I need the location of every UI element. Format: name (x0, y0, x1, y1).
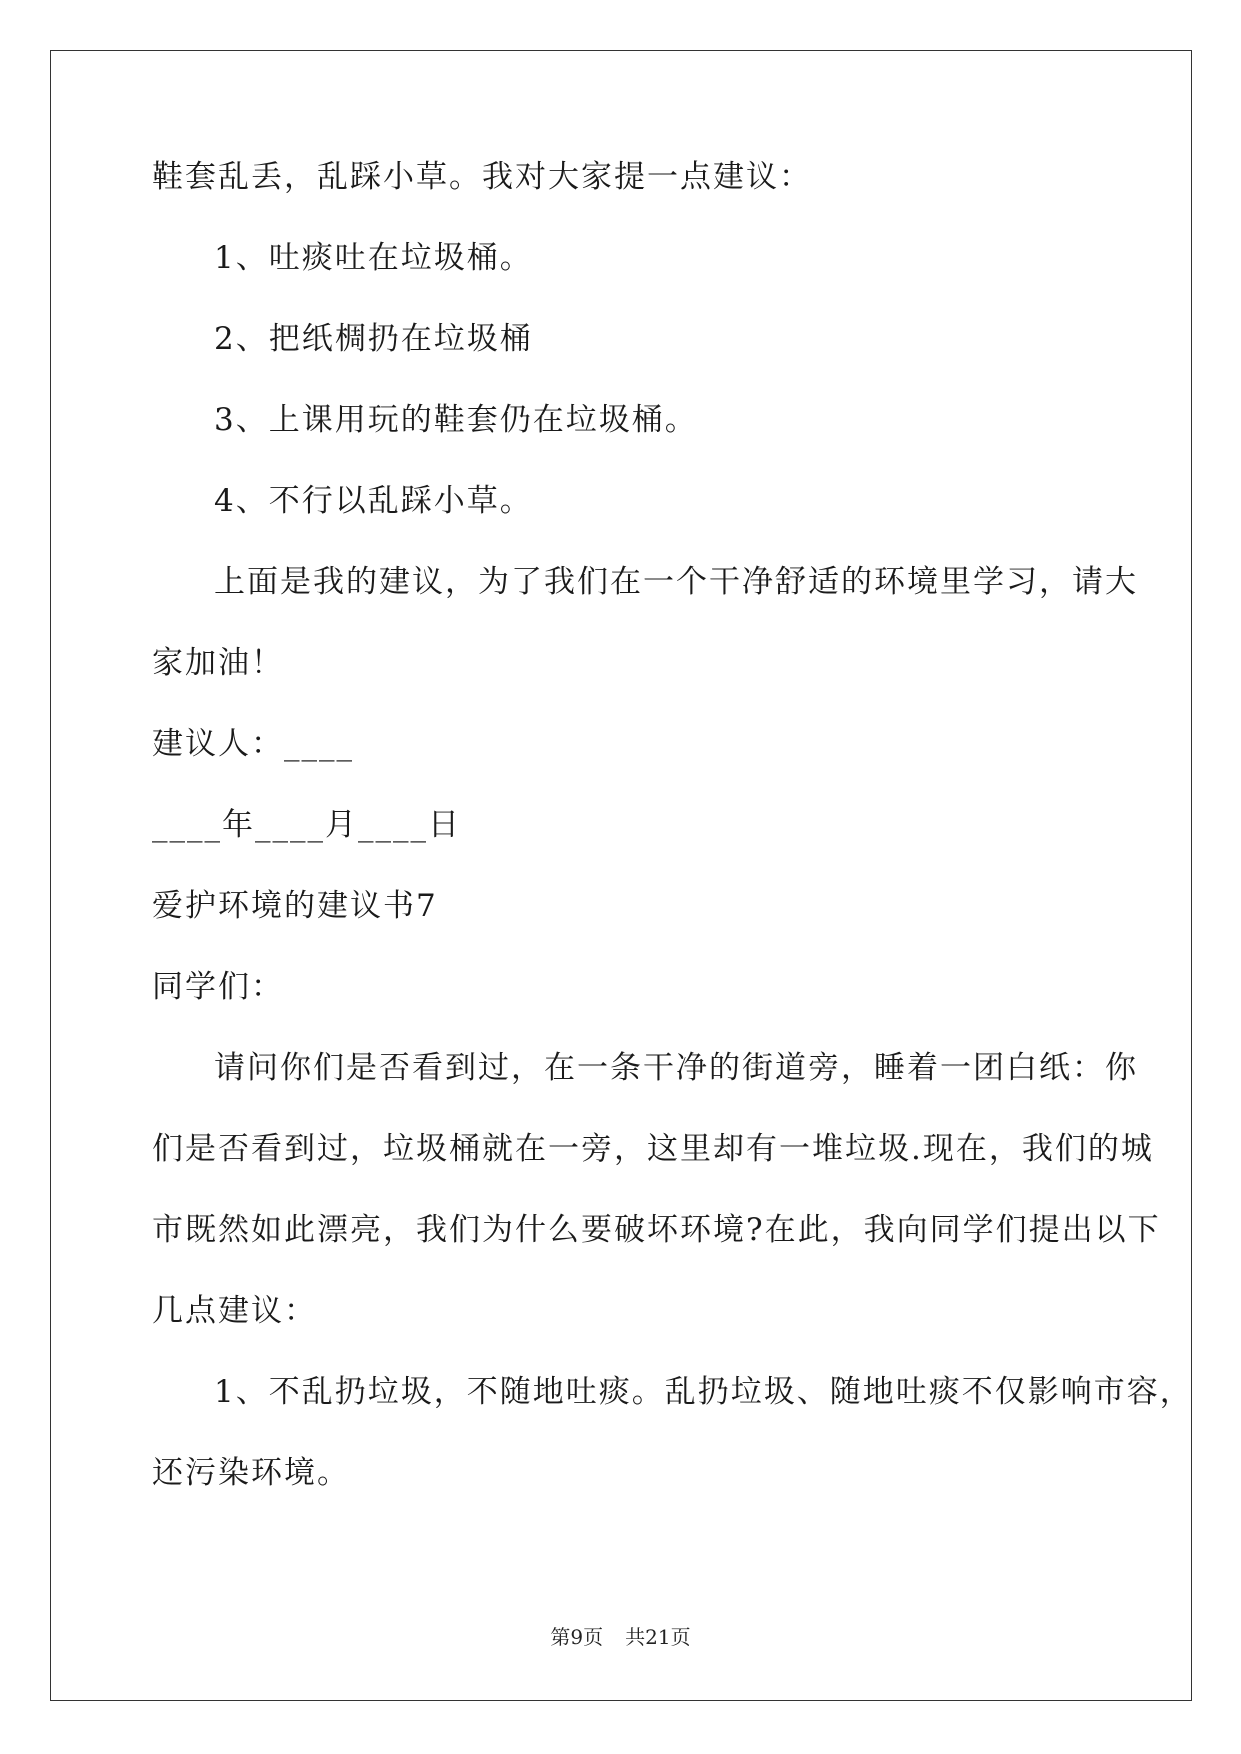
list-item: 2、把纸椆扔在垃圾桶 (214, 321, 533, 357)
text-line: 上面是我的建议，为了我们在一个干净舒适的环境里学习，请大 (214, 564, 1138, 600)
text-line: 还污染环境。 (152, 1455, 350, 1491)
section-title: 爱护环境的建议书7 (152, 888, 438, 924)
page-footer (0, 1624, 1241, 1650)
salutation: 同学们： (152, 969, 284, 1005)
list-item: 4、不行以乱踩小草。 (214, 483, 533, 519)
text-line: 家加油！ (152, 645, 284, 681)
list-item: 1、不乱扔垃圾，不随地吐痰。乱扔垃圾、随地吐痰不仅影响市容， (214, 1374, 1193, 1410)
page-number-total: 共21页 (625, 1625, 691, 1649)
text-line: 鞋套乱丢，乱踩小草。我对大家提一点建议： (152, 159, 812, 195)
text-line: 几点建议： (152, 1293, 317, 1329)
list-item: 3、上课用玩的鞋套仍在垃圾桶。 (214, 402, 698, 438)
list-item: 1、吐痰吐在垃圾桶。 (214, 240, 533, 276)
text-line: 市既然如此漂亮，我们为什么要破坏环境?在此，我向同学们提出以下 (152, 1212, 1161, 1248)
page-number-current: 第9页 (550, 1625, 604, 1649)
signer-line: 建议人：____ (152, 726, 354, 762)
date-line: ____年____月____日 (152, 807, 461, 843)
text-line: 请问你们是否看到过，在一条干净的街道旁，睡着一团白纸：你 (214, 1050, 1138, 1086)
text-line: 们是否看到过，垃圾桶就在一旁，这里却有一堆垃圾.现在，我们的城 (152, 1131, 1154, 1167)
